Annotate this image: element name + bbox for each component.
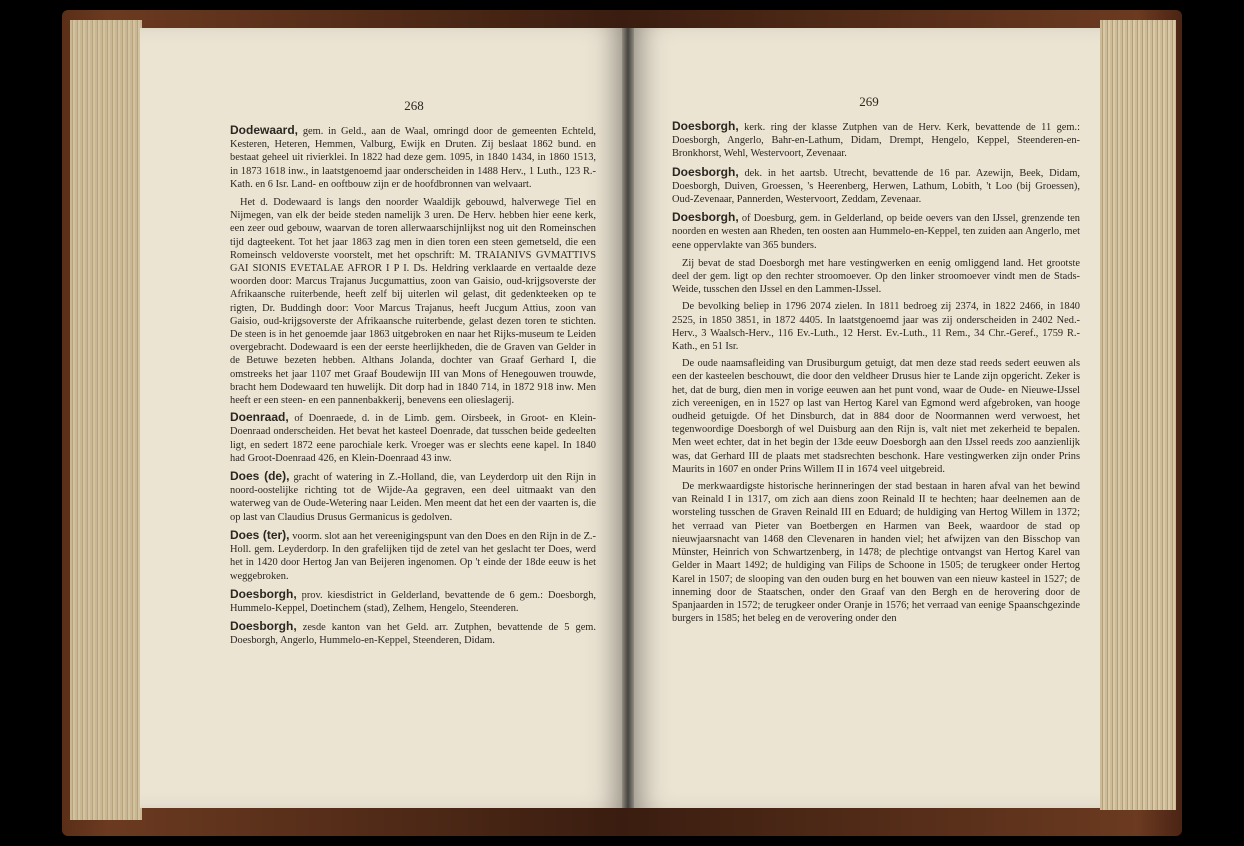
headword: Doesborgh, bbox=[672, 210, 739, 225]
headword: Does (ter), bbox=[230, 527, 290, 542]
entry bbox=[672, 166, 1080, 207]
entry-text: Het d. Dodewaard is langs den noorder Waaldijk gebouwd, halverwege Tiel en Nijmegen, van elk der beide steden namelijk 3 uren. De Herv. hebben hier eene kerk, een zeer oud gebouw, waarvan de toren allerwaarschijnlijkst nog uit den Romeinschen tijd dagteekent. Tot het jaar 1863 zag men in dien toren een steen gemetseld, die een Romeinsch veldoverste voorstelt, met het opschrift: M. TRAIANIVS GVMATTIVS GAI SIONIS EVETALAE AFROR I P I. Ds. Heldring verklaarde en vertaalde deze woorden door: Marcus Trajanus Jucgumattius, zoon van Gaisio, oud-krijgsoverste der Afrikaansche ruiterbende, heeft zelf bij uiterlen wil gelast, dit gedenkteeken op te rigten, Dr. Buddingh door: Voor Marcus Trajanus, heeft Jucgum Attius, zoon van Gaisio, oud-krijgsoverste der Afrikaansche ruiterbende, gelast dezen toren te stichten. De steen is in het genoemde jaar 1863 uitgebroken en naar het Rijks-museum te Leiden overgebracht. Dodewaard is een der eerste heerlijkheden, die de Graven van Gelder in de Betuwe bezeten hebben. Althans Jolanda, dochter van Graaf Gerhard I, die omstreeks het jaar 1107 met Graaf Boudewijn III van Mons of Henegouwen trouwde, bracht hem Dodewaard ten huwelijk. Dit dorp had in 1840 714, in 1872 918 inw. Men heeft er een steen- en een pannenbakkerij, benevens een olieslagerij. bbox=[230, 197, 596, 407]
page-number: 269 bbox=[859, 94, 879, 109]
text-column bbox=[628, 120, 1100, 625]
entry bbox=[672, 120, 1080, 161]
headword: Doesborgh, bbox=[672, 164, 739, 179]
paragraph bbox=[672, 357, 1080, 476]
page-number: 268 bbox=[404, 98, 424, 113]
entry-text: gracht of watering in Z.-Holland, die, van Leyderdorp uit den Rijn in noord-oostelijke richting tot de Wijde-Aa gegraven, een deel uitmaakt van den waterweg van de Oude-Wetering naar Leiden. Men meent dat het een der vaarten is, die op last van Claudius Drusus Germanicus is gedolven. bbox=[230, 472, 596, 523]
entry bbox=[230, 588, 596, 615]
entry-text: De merkwaardigste historische herinneringen der stad bestaan in haren afval van het bewind van Reinald I in 1317, om zich aan diens zoon Reinald II te hechten; haar deelnemen aan de worsteling tusschen de Graven Reinald III en Eduard; de huldiging van Hertog Willem in 1372; het verraad van Pieter van Boetbergen en Harmen van Beek, waardoor de stad op nieuwjaarsnacht van 1468 den Clevenaren in handen viel; het afwijzen van den Bisschop van Münster, Heinrich von Schwartzenberg, in 1478; de plechtige ontvangst van Hertog Karel van Gelder in Maart 1492; de huldiging van Filips de Schoone in 1505; de terugkeer onder Hertog Karel in 1507; de slooping van den ouden burg en het bouwen van een nieuw kasteel in 1527; de inneming door de Staatschen, onder den Graaf van den Bergh en de herovering door de Spanjaarden in 1572; de terugkeer onder Oranje in 1576; het verraad van eenige Spaanschgezinde burgers in 1585; het beleg en de verovering onder den bbox=[672, 481, 1080, 625]
page-edges-right bbox=[1100, 20, 1176, 810]
entry-text: Zij bevat de stad Doesborgh met hare vestingwerken en eenig omliggend land. Het grootste deel der gem. ligt op den rechter stroomoever. Op den linker stroomoever vindt men de Stads-Weide, tusschen den IJssel en den Lammen-IJssel. bbox=[672, 257, 1080, 296]
paragraph bbox=[672, 480, 1080, 625]
left-page bbox=[140, 28, 628, 808]
paragraph bbox=[230, 196, 596, 407]
entry-text: of Doesburg, gem. in Gelderland, op beide oevers van den IJssel, grenzende ten noorden en westen aan Rheden, ten oosten aan Hummelo-en-Keppel, ten zuiden aan Angerlo, met eene oppervlakte van 365 bunders. bbox=[672, 213, 1080, 251]
entry-text: gem. in Geld., aan de Waal, omringd door de gemeenten Echteld, Kesteren, Heteren, Hemmen, Valburg, Ewijk en Druten. Zij beslaat 1862 bund. en bestaat geheel uit rivierklei. In 1822 had deze gem. 1095, in 1840 1434, in 1860 1513, in 1873 1618 inw., in laatstgenoemd jaar onderscheiden in 1488 Herv., 1 Luth., 123 R.-Kath. en 6 Isr. Land- en ooftbouw zijn er de hoofdbronnen van welvaart. bbox=[230, 126, 596, 190]
entry-text: De oude naamsafleiding van Drusiburgum getuigt, dat men deze stad reeds sedert eeuwen als een der kasteelen beschouwt, die door den veldheer Drusus hier te Lande zijn opgericht. Zeker is het, dat de burg, dien men in vorige eeuwen aan het punt vond, waar de Oude- en Nieuwe-IJssel zich vereenigen, en in 1527 op last van Hertog Karel van Egmond werd afgebroken, van hooge oudheid getuigde. Of het Dinsburch, dat in 884 door de Noormannen werd verwoest, het tegenwoordige Doesborgh of wel Duisburg aan den Rijn is, valt niet met zekerheid te bepalen. Men weet echter, dat in het begin der 13de eeuw Doesborgh aan den IJssel reeds zoo aanzienlijk was, dat Gerhard III de plaats met stadsrechten beschonk. Hare vestingwerken zijn onder Prins Maurits in 1607 en onder Prins Willem II in 1674 veel uitgebreid. bbox=[672, 358, 1080, 475]
entry bbox=[230, 529, 596, 583]
headword: Doesborgh, bbox=[672, 119, 739, 133]
entry-text: prov. kiesdistrict in Gelderland, bevattende de 6 gem.: Doesborgh, Hummelo-Keppel, Doetinchem (stad), Zelhem, Hengelo, Steenderen. bbox=[230, 589, 596, 614]
headword: Doenraad, bbox=[230, 410, 289, 425]
entry-text: De bevolking beliep in 1796 2074 zielen. In 1811 bedroeg zij 2374, in 1822 2466, in 1840 2525, in 1850 3851, in 1872 4405. In laatstgenoemd jaar was zij onderscheiden in 2402 Ned.-Herv., 3 Waalsch-Herv., 116 Ev.-Luth., 12 Herst. Ev.-Luth., 11 Rem., 34 Chr.-Geref., 1759 R.-Kath., en 51 Isr. bbox=[672, 301, 1080, 353]
entry-text: of Doenraede, d. in de Limb. gem. Oirsbeek, in Groot- en Klein-Doenraad onderscheiden. Het bevat het kasteel Doenrade, dat tusschen beide gedeelten ligt, en sedert 1872 eene parochiale kerk. Vroeger was er slechts eene kapel. In 1840 had Groot-Doenraad 426, en Klein-Doenraad 43 inw. bbox=[230, 413, 596, 464]
entry bbox=[230, 411, 596, 465]
entry bbox=[230, 124, 596, 191]
entry-text: kerk. ring der klasse Zutphen van de Herv. Kerk, bevattende de 11 gem.: Doesborgh, Angerlo, Bahr-en-Lathum, Didam, Drempt, Hengelo, Keppel, Steenderen-en-Bronkhorst, Wehl, Westervoort, Zevenaar. bbox=[672, 122, 1080, 160]
page-edges-left bbox=[70, 20, 142, 820]
paragraph bbox=[672, 257, 1080, 297]
entry bbox=[230, 620, 596, 647]
entry bbox=[230, 470, 596, 524]
book-gutter bbox=[622, 28, 634, 808]
entry-text: dek. in het aartsb. Utrecht, bevattende de 16 par. Azewijn, Beek, Didam, Doesborgh, Duiven, Groessen, 's Heerenberg, Herwen, Lathum, Lobith, 't Loo (bij Groessen), Oud-Zevenaar, Pannerden, Westervoort, Zeddam, Zevenaar. bbox=[672, 167, 1080, 206]
entry bbox=[672, 211, 1080, 252]
paragraph bbox=[672, 300, 1080, 353]
headword: Doesborgh, bbox=[230, 586, 297, 601]
headword: Dodewaard, bbox=[230, 123, 299, 137]
entry-text: zesde kanton van het Geld. arr. Zutphen, bevattende de 5 gem. Doesborgh, Angerlo, Hummelo-en-Keppel, Steenderen, Didam. bbox=[230, 622, 596, 647]
headword: Doesborgh, bbox=[230, 619, 297, 634]
text-column bbox=[140, 124, 628, 648]
headword: Does (de), bbox=[230, 469, 290, 484]
right-page bbox=[628, 28, 1100, 808]
entry-text: voorm. slot aan het vereenigingspunt van den Does en den Rijn in de Z.-Holl. gem. Leyderdorp. In den grafelijken tijd de zetel van het geslacht ter Does, werd het in 1420 door Hertog Jan van Beijeren ingenomen. Op 't einde der 18de eeuw is het weggebroken. bbox=[230, 530, 596, 582]
